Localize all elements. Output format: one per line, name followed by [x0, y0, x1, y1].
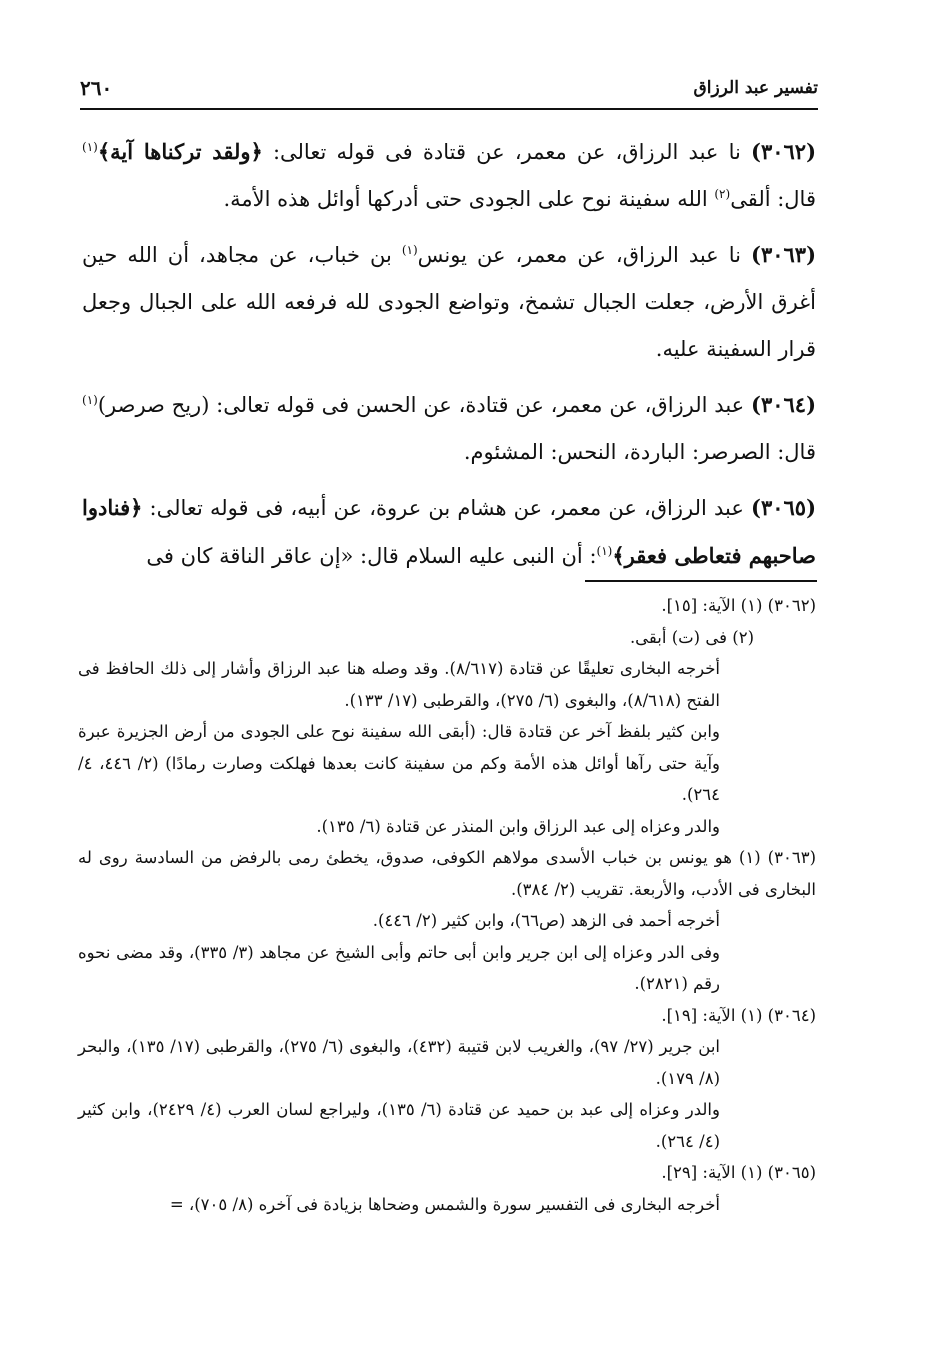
footnote: (٣٠٦٣) (١) هو يونس بن خباب الأسدى مولاهم الكوفى، صدوق، يخطئ رمى بالرفض من السادسة روى له البخارى فى الأدب، والأربعة. تقريب (٢/ ٣٨٤).: [78, 848, 817, 899]
paragraph-text: عبد الرزاق، عن معمر، عن قتادة، عن الحسن فى قوله تعالى: (ريح صرصر): [97, 393, 751, 417]
header-divider: [80, 108, 818, 110]
page-number: ٢٦٠: [80, 76, 113, 100]
paragraph-text: قال: الصرصر: الباردة، النحس: المشئوم.: [463, 440, 816, 464]
footnote: وابن كثير بلفظ آخر عن قتادة قال: (أبقى الله سفينة نوح على الجودى من أرض الجزيرة عبرة وآية حتى رآها أوائل هذه الأمة وكم من سفينة كانت بعدها فهلكت وصارت رمادًا) (٢/ ٤٤٦، ٤/ ٢٦٤).: [78, 722, 720, 804]
footnote-ref: (١): [82, 140, 98, 154]
main-text: [82, 128, 816, 588]
paragraph-text: قال: ألقى: [730, 187, 816, 211]
paragraph-text: : أن النبى عليه السلام قال: «إن عاقر الناقة كان فى: [146, 544, 597, 568]
footnote-ref: (١): [401, 243, 418, 257]
footnote: أخرجه البخارى فى التفسير سورة والشمس وضحاها بزيادة فى آخره (٨/ ٧٠٥)، =: [169, 1194, 720, 1214]
footnote-ref: (١): [596, 544, 613, 558]
footnote: (٢) فى (ت) أبقى.: [629, 627, 754, 647]
paragraph-3064: [82, 381, 816, 476]
footnote: والدر وعزاه إلى عبد الرزاق وابن المنذر عن قتادة (٦/ ١٣٥).: [316, 816, 720, 836]
paragraph-text: نا عبد الرزاق، عن معمر، عن يونس: [417, 243, 751, 267]
footnote: (٣٠٦٤) (١) الآية: [١٩].: [661, 1005, 816, 1025]
footnotes: [78, 590, 816, 1220]
hadith-number: (٣٠٦٢): [751, 139, 816, 164]
footnote: والدر وعزاه إلى عبد بن حميد عن قتادة (٦/ ١٣٥)، وليراجع لسان العرب (٤/ ٢٤٢٩)، وابن كثير (٤/ ٢٦٤).: [78, 1100, 720, 1151]
quran-verse: ﴿فنادوا صاحبهم فتعاطى فعقر﴾: [82, 495, 816, 568]
footnote-separator: [585, 580, 817, 582]
hadith-number: (٣٠٦٣): [751, 242, 816, 267]
book-title: تفسير عبد الرزاق: [693, 78, 818, 98]
quran-verse: ﴿ولقد تركناها آية﴾: [97, 139, 263, 164]
footnote: (٣٠٦٥) (١) الآية: [٢٩].: [661, 1163, 816, 1182]
paragraph-text: نا عبد الرزاق، عن معمر، عن قتادة فى قوله تعالى:: [262, 140, 751, 164]
footnote-ref: (٢): [714, 187, 731, 201]
hadith-number: (٣٠٦٥): [751, 495, 816, 520]
footnote: أخرجه البخارى تعليقًا عن قتادة (٨/٦١٧). وقد وصله هنا عبد الرزاق وأشار إلى ذلك الحافظ فى الفتح (٨/٦١٨)، والبغوى (٦/ ٢٧٥)، والقرطبى (١٧/ ١٣٣).: [78, 659, 720, 710]
footnote: (٣٠٦٢) (١) الآية: [١٥].: [661, 596, 816, 615]
footnote: أخرجه أحمد فى الزهد (ص٦٦)، وابن كثير (٢/ ٤٤٦).: [372, 911, 720, 930]
paragraph-text: الله سفينة نوح على الجودى حتى أدركها أوائل هذه الأمة.: [223, 187, 715, 211]
paragraph-3065: [82, 484, 816, 580]
paragraph-text: بن خباب، عن مجاهد، أن الله حين أغرق الأرض، جعلت الجبال تشمخ، وتواضع الجودى لله فرفعه الله على الجبال وجعل قرار السفينة عليه.: [82, 243, 816, 361]
hadith-number: (٣٠٦٤): [751, 392, 816, 417]
paragraph-3063: [82, 231, 816, 373]
footnote: وفى الدر وعزاه إلى ابن جرير وابن أبى حاتم وأبى الشيخ عن مجاهد (٣/ ٣٣٥)، وقد مضى نحوه رقم (٢٨٢١).: [78, 942, 720, 993]
footnote: ابن جرير (٢٧/ ٩٧)، والغريب لابن قتيبة (٤٣٢)، والبغوى (٦/ ٢٧٥)، والقرطبى (١٧/ ١٣٥)، والبحر (٨/ ١٧٩).: [78, 1037, 720, 1088]
footnote-ref: (١): [82, 393, 98, 407]
running-header: [80, 76, 818, 108]
paragraph-text: عبد الرزاق، عن معمر، عن هشام بن عروة، عن أبيه، فى قوله تعالى:: [142, 496, 751, 520]
paragraph-3062: [82, 128, 816, 223]
